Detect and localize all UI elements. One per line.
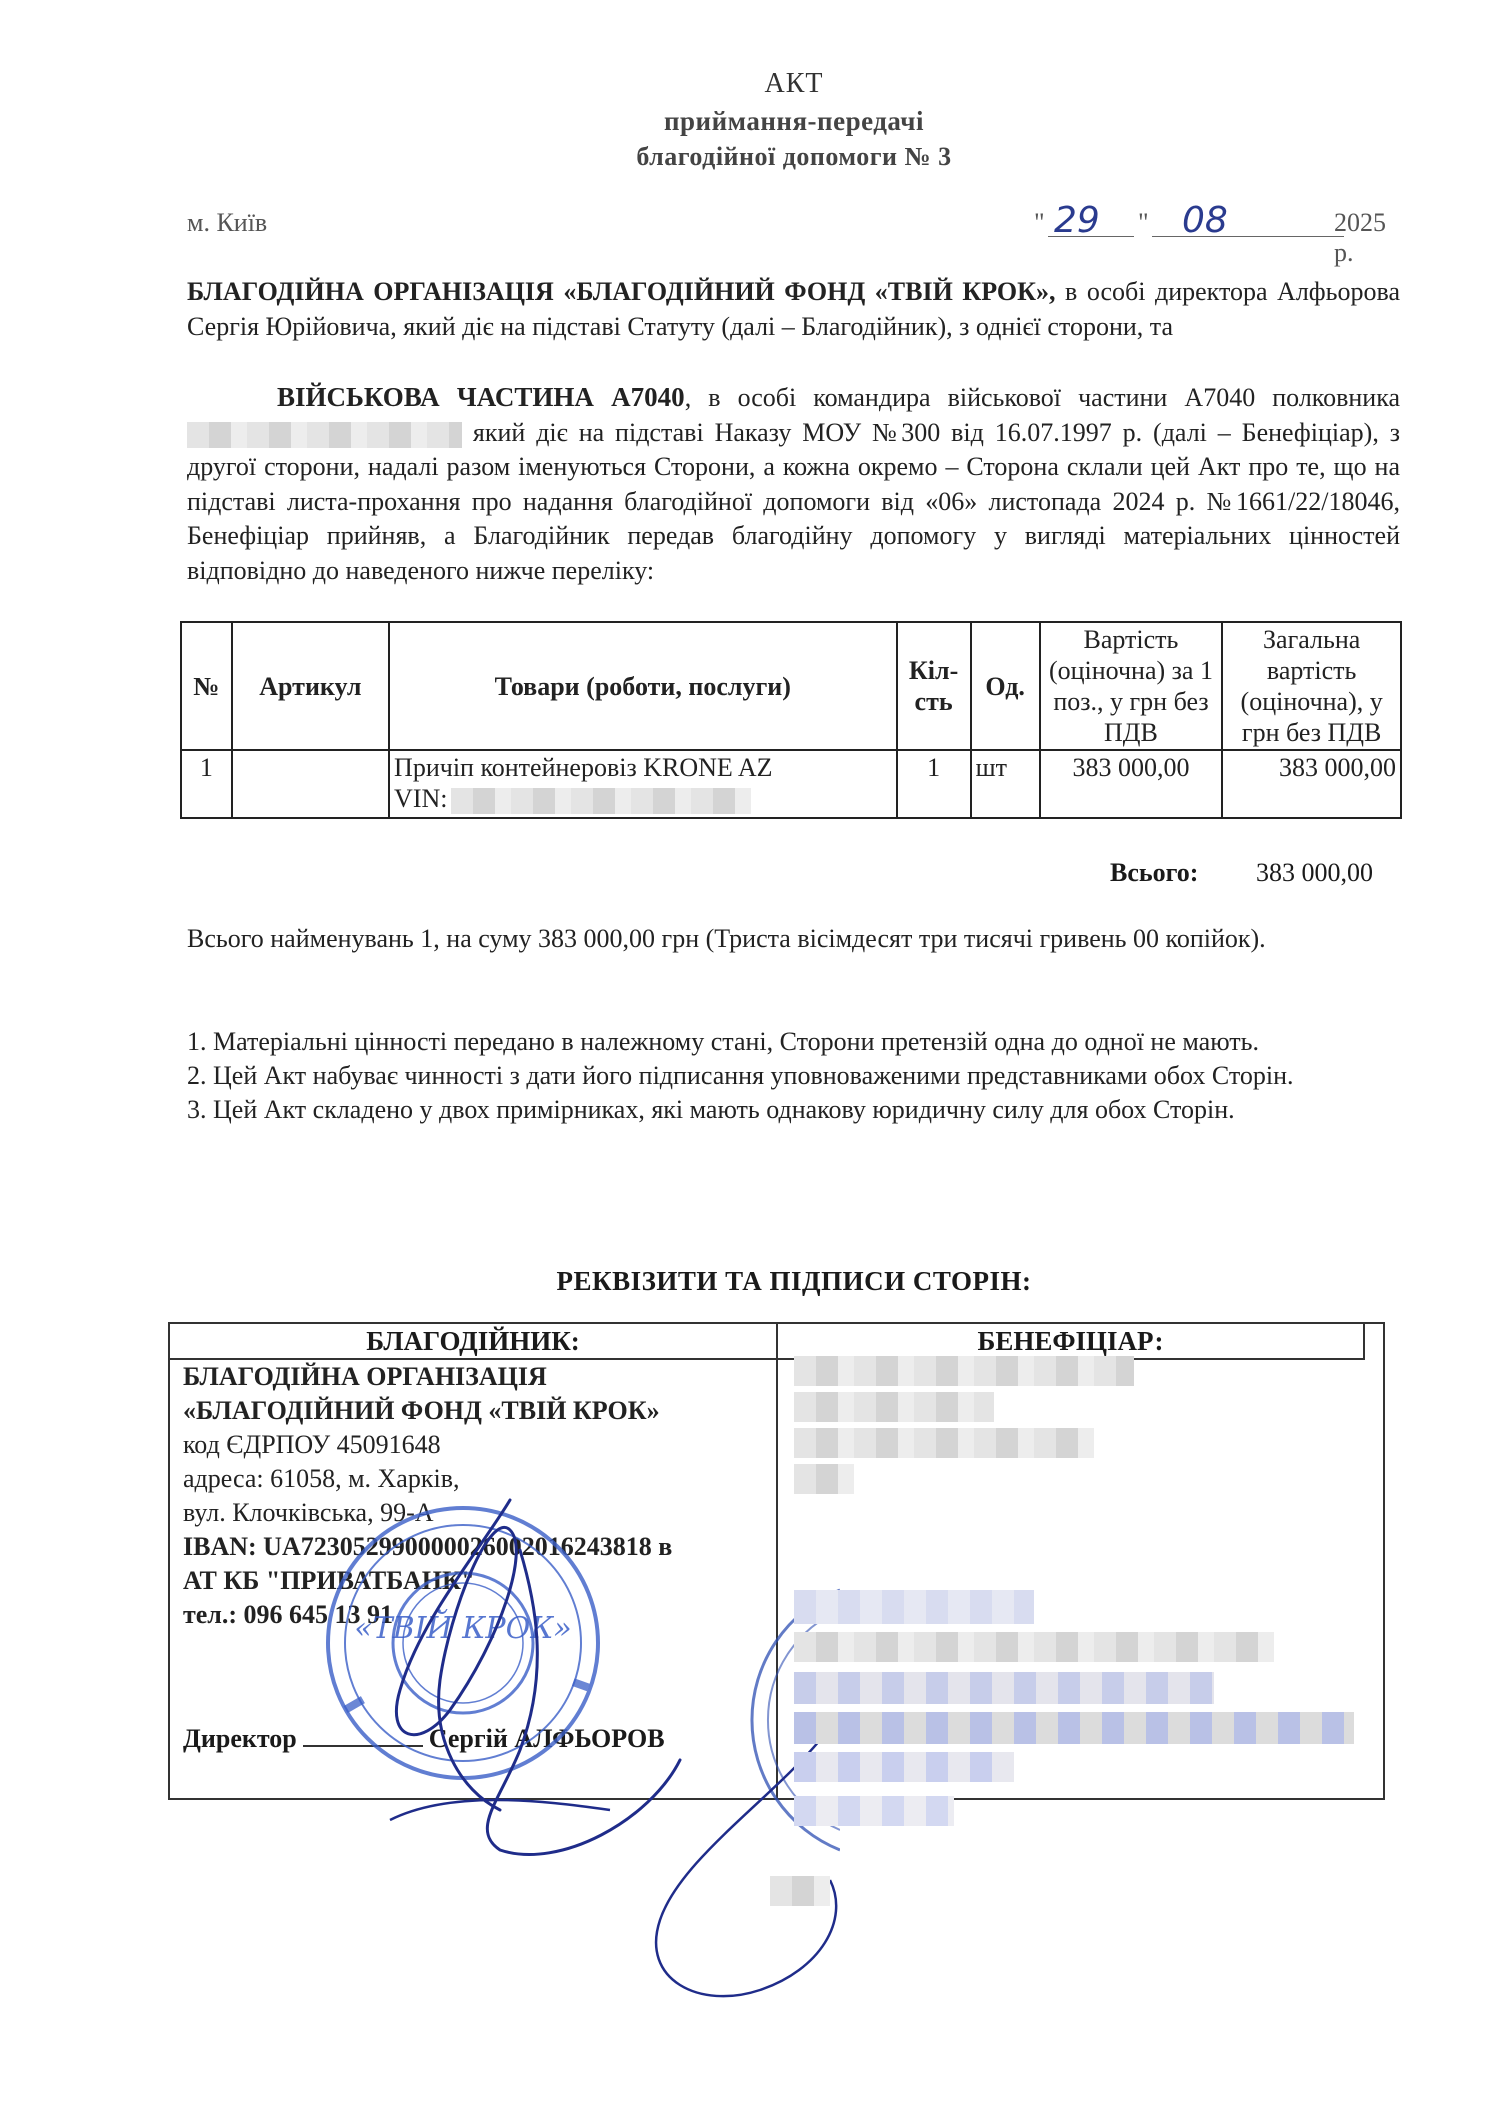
redacted-commander-name — [187, 422, 462, 448]
benef-text2: який діє на підставі Наказу МОУ №300 від 16.07.1997 р. (далі – Бенефіціар), з другої сторони, надалі разом іменуються Сторони, а кожна окремо – Сторона склали цей Акт про те, що на підставі листа-прохання про надання благодійної допомоги від «06» листопада 2024 р. №1661/22/18046, Бенефіціар прийняв, а Благодійник передав благодійну допомогу у вигляді матеріальних цінностей відповідно до наведеного нижче переліку: — [187, 417, 1400, 585]
intro-paragraph-benef — [187, 380, 1400, 588]
redacted-line — [794, 1712, 1354, 1744]
goods-name: Причіп контейнеровіз KRONE AZ — [394, 753, 773, 782]
intro-paragraph-donor — [187, 275, 1400, 344]
doc-title: АКТ — [764, 68, 824, 99]
redacted-line — [794, 1392, 994, 1422]
clause-item: 2. Цей Акт набуває чинності з дати його підписання уповноваженими представниками обох Сторін. — [187, 1061, 1294, 1090]
donor-name: БЛАГОДІЙНА ОРГАНІЗАЦІЯ «БЛАГОДІЙНИЙ ФОНД «ТВІЙ КРОК», — [187, 277, 1056, 306]
goods-vin — [394, 783, 891, 814]
cell-num: 1 — [181, 750, 232, 818]
redacted-line — [794, 1356, 1134, 1386]
donor-text: в особі директора Алфьорова Сергія Юрійовича, який діє на підставі Статуту (далі – Благодійник), з однієї сторони, та — [187, 277, 1400, 341]
vin-label: VIN: — [394, 784, 448, 813]
donor-line: адреса: 61058, м. Харків, — [183, 1464, 460, 1493]
cell-article — [232, 750, 389, 818]
redacted-line — [770, 1876, 830, 1906]
date-quote-open: " — [1034, 208, 1045, 237]
date-quote-close: " — [1138, 208, 1149, 237]
requisites-title: РЕКВІЗИТИ ТА ПІДПИСИ СТОРІН: — [556, 1266, 1032, 1296]
date-year: 2025 р. — [1334, 208, 1386, 267]
table-header-row — [181, 622, 1401, 750]
date-month: 08 — [1182, 200, 1228, 241]
col-num: № — [181, 622, 232, 750]
redacted-vin — [451, 788, 751, 814]
cell-price: 383 000,00 — [1040, 750, 1223, 818]
cell-qty: 1 — [897, 750, 971, 818]
doc-subtitle-number: благодійної допомоги № 3 — [636, 142, 952, 171]
donor-iban: IBAN: UA723052990000026002016243818 в — [183, 1532, 673, 1561]
donor-line: код ЄДРПОУ 45091648 — [183, 1430, 441, 1459]
col-article: Артикул — [232, 622, 389, 750]
cell-goods — [389, 750, 896, 818]
place: м. Київ — [187, 208, 268, 237]
summary-text: Всього найменувань 1, на суму 383 000,00 грн (Триста вісімдесят три тисячі гривень 00 копійок). — [187, 924, 1266, 953]
cell-unit: шт — [971, 750, 1040, 818]
redacted-line — [794, 1590, 1034, 1624]
redacted-line — [794, 1632, 1274, 1662]
benef-text1: , в особі командира військової частини А7040 полковника — [684, 383, 1400, 412]
clause-item: 3. Цей Акт складено у двох примірниках, які мають однакову юридичну силу для обох Сторін. — [187, 1095, 1235, 1124]
total-label: Всього: — [1110, 858, 1199, 887]
cell-total: 383 000,00 — [1222, 750, 1401, 818]
donor-line: БЛАГОДІЙНА ОРГАНІЗАЦІЯ — [183, 1362, 547, 1391]
doc-date — [1034, 200, 1400, 267]
col-total: Загальна вартість (оціночна), у грн без ПДВ — [1222, 622, 1401, 750]
benef-name: ВІЙСЬКОВА ЧАСТИНА А7040 — [277, 382, 685, 412]
clauses-list — [187, 1025, 1400, 1127]
director-label: Директор — [183, 1724, 297, 1753]
donor-line: вул. Клочківська, 99-А — [183, 1498, 434, 1527]
redacted-line — [794, 1796, 954, 1826]
stamp-text: «ТВІЙ КРОК» — [354, 1611, 572, 1646]
redacted-line — [794, 1752, 1014, 1782]
director-name: Сергій АЛФЬОРОВ — [428, 1724, 665, 1753]
col-goods: Товари (роботи, послуги) — [389, 622, 896, 750]
redacted-line — [794, 1464, 854, 1494]
donor-line: «БЛАГОДІЙНИЙ ФОНД «ТВІЙ КРОК» — [183, 1396, 660, 1425]
clause-item: 1. Матеріальні цінності передано в належному стані, Сторони претензій одна до одної не мають. — [187, 1027, 1260, 1056]
col-qty: Кіл-сть — [897, 622, 971, 750]
table-row — [181, 750, 1401, 818]
date-day: 29 — [1054, 200, 1100, 241]
doc-subtitle: приймання-передачі — [663, 106, 925, 136]
col-price: Вартість (оціночна) за 1 поз., у грн без ПДВ — [1040, 622, 1223, 750]
date-day-line — [1048, 236, 1134, 237]
redacted-line — [794, 1428, 1094, 1458]
items-table — [180, 621, 1402, 819]
donor-header: БЛАГОДІЙНИК: — [170, 1324, 778, 1360]
redacted-benef-details — [790, 1356, 1350, 1976]
benef-header: БЕНЕФІЦІАР: — [778, 1324, 1365, 1360]
col-unit: Од. — [971, 622, 1040, 750]
date-month-line — [1152, 236, 1344, 237]
donor-phone: тел.: 096 645 13 91 — [183, 1600, 394, 1629]
redacted-line — [794, 1672, 1214, 1704]
total-value: 383 000,00 — [1256, 858, 1373, 887]
donor-bank: АТ КБ "ПРИВАТБАНК" — [183, 1566, 476, 1595]
